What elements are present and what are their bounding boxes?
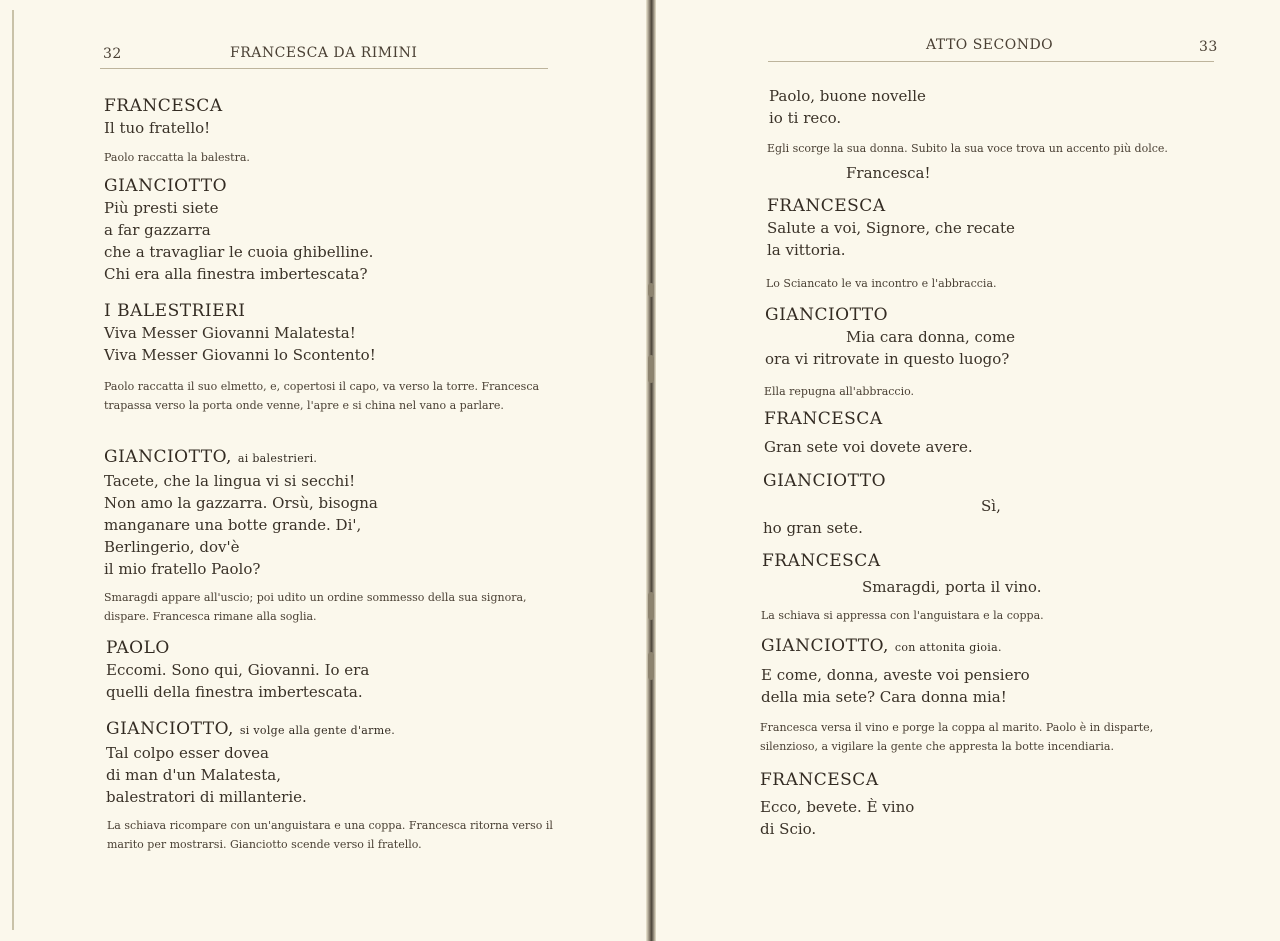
verse-line: Salute a voi, Signore, che recate — [767, 219, 1015, 237]
speaker-name: GIANCIOTTO — [763, 471, 887, 491]
binding-stitch — [648, 283, 654, 297]
verse-line: che a travagliar le cuoia ghibelline. — [104, 243, 374, 261]
speech-francesca-5 — [760, 769, 914, 840]
speaker-label: GIANCIOTTO, — [761, 636, 889, 656]
stage-direction-text: Francesca versa il vino e porge la coppa al marito. Paolo è in disparte, silenzioso, a vigilare la gente che appresta la botte incendiaria. — [760, 721, 1154, 753]
verse-line: di man d'un Malatesta, — [106, 766, 281, 784]
verse-line: E come, donna, aveste voi pensiero — [761, 666, 1030, 684]
speaker-name: GIANCIOTTO — [104, 176, 228, 196]
speaker-aside: ai balestrieri. — [237, 452, 318, 465]
verse-line: Il tuo fratello! — [104, 119, 211, 137]
speaker-name — [106, 718, 395, 742]
stage-direction — [764, 382, 914, 401]
stage-direction-text: Lo Sciancato le va incontro e l'abbraccia. — [766, 277, 997, 290]
verse-line: ho gran sete. — [763, 519, 863, 537]
verse-line: Paolo, buone novelle — [769, 87, 926, 105]
page-number-right: 33 — [1199, 39, 1218, 55]
binding-stitch — [648, 652, 654, 680]
speaker-name — [761, 635, 1030, 659]
speech-francesca-3 — [764, 408, 973, 458]
verse-line: manganare una botte grande. Di', — [104, 516, 362, 534]
header-rule-left — [100, 68, 548, 69]
verse-line: Viva Messer Giovanni Malatesta! — [104, 324, 356, 342]
running-title-left: FRANCESCA DA RIMINI — [230, 45, 418, 61]
book-gutter — [646, 0, 656, 941]
stage-direction — [107, 816, 555, 854]
verse-line: il mio fratello Paolo? — [104, 560, 261, 578]
stage-direction — [766, 274, 997, 293]
page-edge — [12, 10, 14, 930]
speech-gianciotto-4 — [765, 304, 1015, 370]
verse-line: di Scio. — [760, 820, 817, 838]
verse-line: della mia sete? Cara donna mia! — [761, 688, 1007, 706]
binding-stitch — [648, 355, 654, 383]
verse-line: Smaragdi, porta il vino. — [862, 578, 1042, 596]
verse-line: Mia cara donna, come — [846, 328, 1016, 346]
stage-direction — [104, 148, 250, 167]
verse-line: balestratori di millanterie. — [106, 788, 307, 806]
speech-gianciotto-1 — [104, 175, 373, 285]
stage-direction — [767, 139, 1217, 158]
speaker-name: I BALESTRIERI — [104, 301, 246, 321]
verse-line: Viva Messer Giovanni lo Scontento! — [104, 346, 376, 364]
verse-line: a far gazzarra — [104, 221, 211, 239]
speech-francesca-4 — [762, 550, 1041, 598]
stage-direction-text: Paolo raccatta la balestra. — [104, 151, 250, 164]
speaker-name: FRANCESCA — [762, 551, 881, 571]
speaker-label: GIANCIOTTO, — [104, 447, 232, 467]
verse-line: Chi era alla finestra imbertescata? — [104, 265, 368, 283]
speaker-label: GIANCIOTTO, — [106, 719, 234, 739]
speech-francesca-2 — [767, 195, 1015, 261]
speech-paolo — [106, 637, 369, 703]
verse-line: Francesca! — [846, 164, 931, 182]
stage-direction — [761, 606, 1044, 625]
verse-line: quelli della finestra imbertescata. — [106, 683, 363, 701]
verse-line: la vittoria. — [767, 241, 846, 259]
speaker-name: FRANCESCA — [104, 96, 223, 116]
binding-stitch — [648, 592, 654, 620]
stage-direction — [104, 377, 552, 415]
verse-line: Non amo la gazzarra. Orsù, bisogna — [104, 494, 378, 512]
stage-direction-text: La schiava ricompare con un'anguistara e una coppa. Francesca ritorna verso il marito per mostrarsi. Gianciotto scende verso il fratello. — [107, 819, 553, 851]
stage-direction-text: Smaragdi appare all'uscio; poi udito un ordine sommesso della sua signora, dispare. Francesca rimane alla soglia. — [104, 591, 527, 623]
speaker-name: FRANCESCA — [760, 770, 879, 790]
speech-continued — [846, 162, 931, 184]
verse-line: Più presti siete — [104, 199, 219, 217]
speaker-aside: con attonita gioia. — [894, 641, 1002, 654]
speaker-name: GIANCIOTTO — [765, 305, 889, 325]
speech-gianciotto-2 — [104, 446, 378, 580]
header-rule-right — [768, 61, 1214, 62]
stage-direction — [760, 718, 1212, 756]
verse-line: io ti reco. — [769, 109, 842, 127]
speaker-name: PAOLO — [106, 638, 170, 658]
verse-line: Sì, — [981, 497, 1001, 515]
speech-francesca-1 — [104, 95, 223, 139]
speaker-name: FRANCESCA — [764, 409, 883, 429]
stage-direction-text: Egli scorge la sua donna. Subito la sua voce trova un accento più dolce. — [767, 142, 1168, 155]
verse-line: Ecco, bevete. È vino — [760, 798, 915, 816]
speaker-aside: si volge alla gente d'arme. — [239, 724, 396, 737]
verse-line: Tacete, che la lingua vi si secchi! — [104, 472, 356, 490]
verse-line: ora vi ritrovate in questo luogo? — [765, 350, 1010, 368]
speaker-name — [104, 446, 378, 470]
speech-balestrieri — [104, 300, 376, 366]
speech-gianciotto-5 — [763, 470, 1023, 539]
running-title-right: ATTO SECONDO — [926, 37, 1054, 53]
speech-continued — [769, 85, 926, 129]
verse-line: Eccomi. Sono qui, Giovanni. Io era — [106, 661, 370, 679]
speech-gianciotto-3 — [106, 718, 395, 808]
stage-direction-text: La schiava si appressa con l'anguistara e la coppa. — [761, 609, 1044, 622]
verse-line: Gran sete voi dovete avere. — [764, 438, 973, 456]
page-number-left: 32 — [103, 46, 122, 62]
speaker-name: FRANCESCA — [767, 196, 886, 216]
stage-direction — [104, 588, 552, 626]
verse-line: Tal colpo esser dovea — [106, 744, 269, 762]
verse-line: Berlingerio, dov'è — [104, 538, 240, 556]
stage-direction-text: Ella repugna all'abbraccio. — [764, 385, 915, 398]
speech-gianciotto-6 — [761, 635, 1030, 708]
stage-direction-text: Paolo raccatta il suo elmetto, e, copertosi il capo, va verso la torre. Francesca trapassa verso la porta onde venne, l'apre e si china nel vano a parlare. — [104, 380, 540, 412]
